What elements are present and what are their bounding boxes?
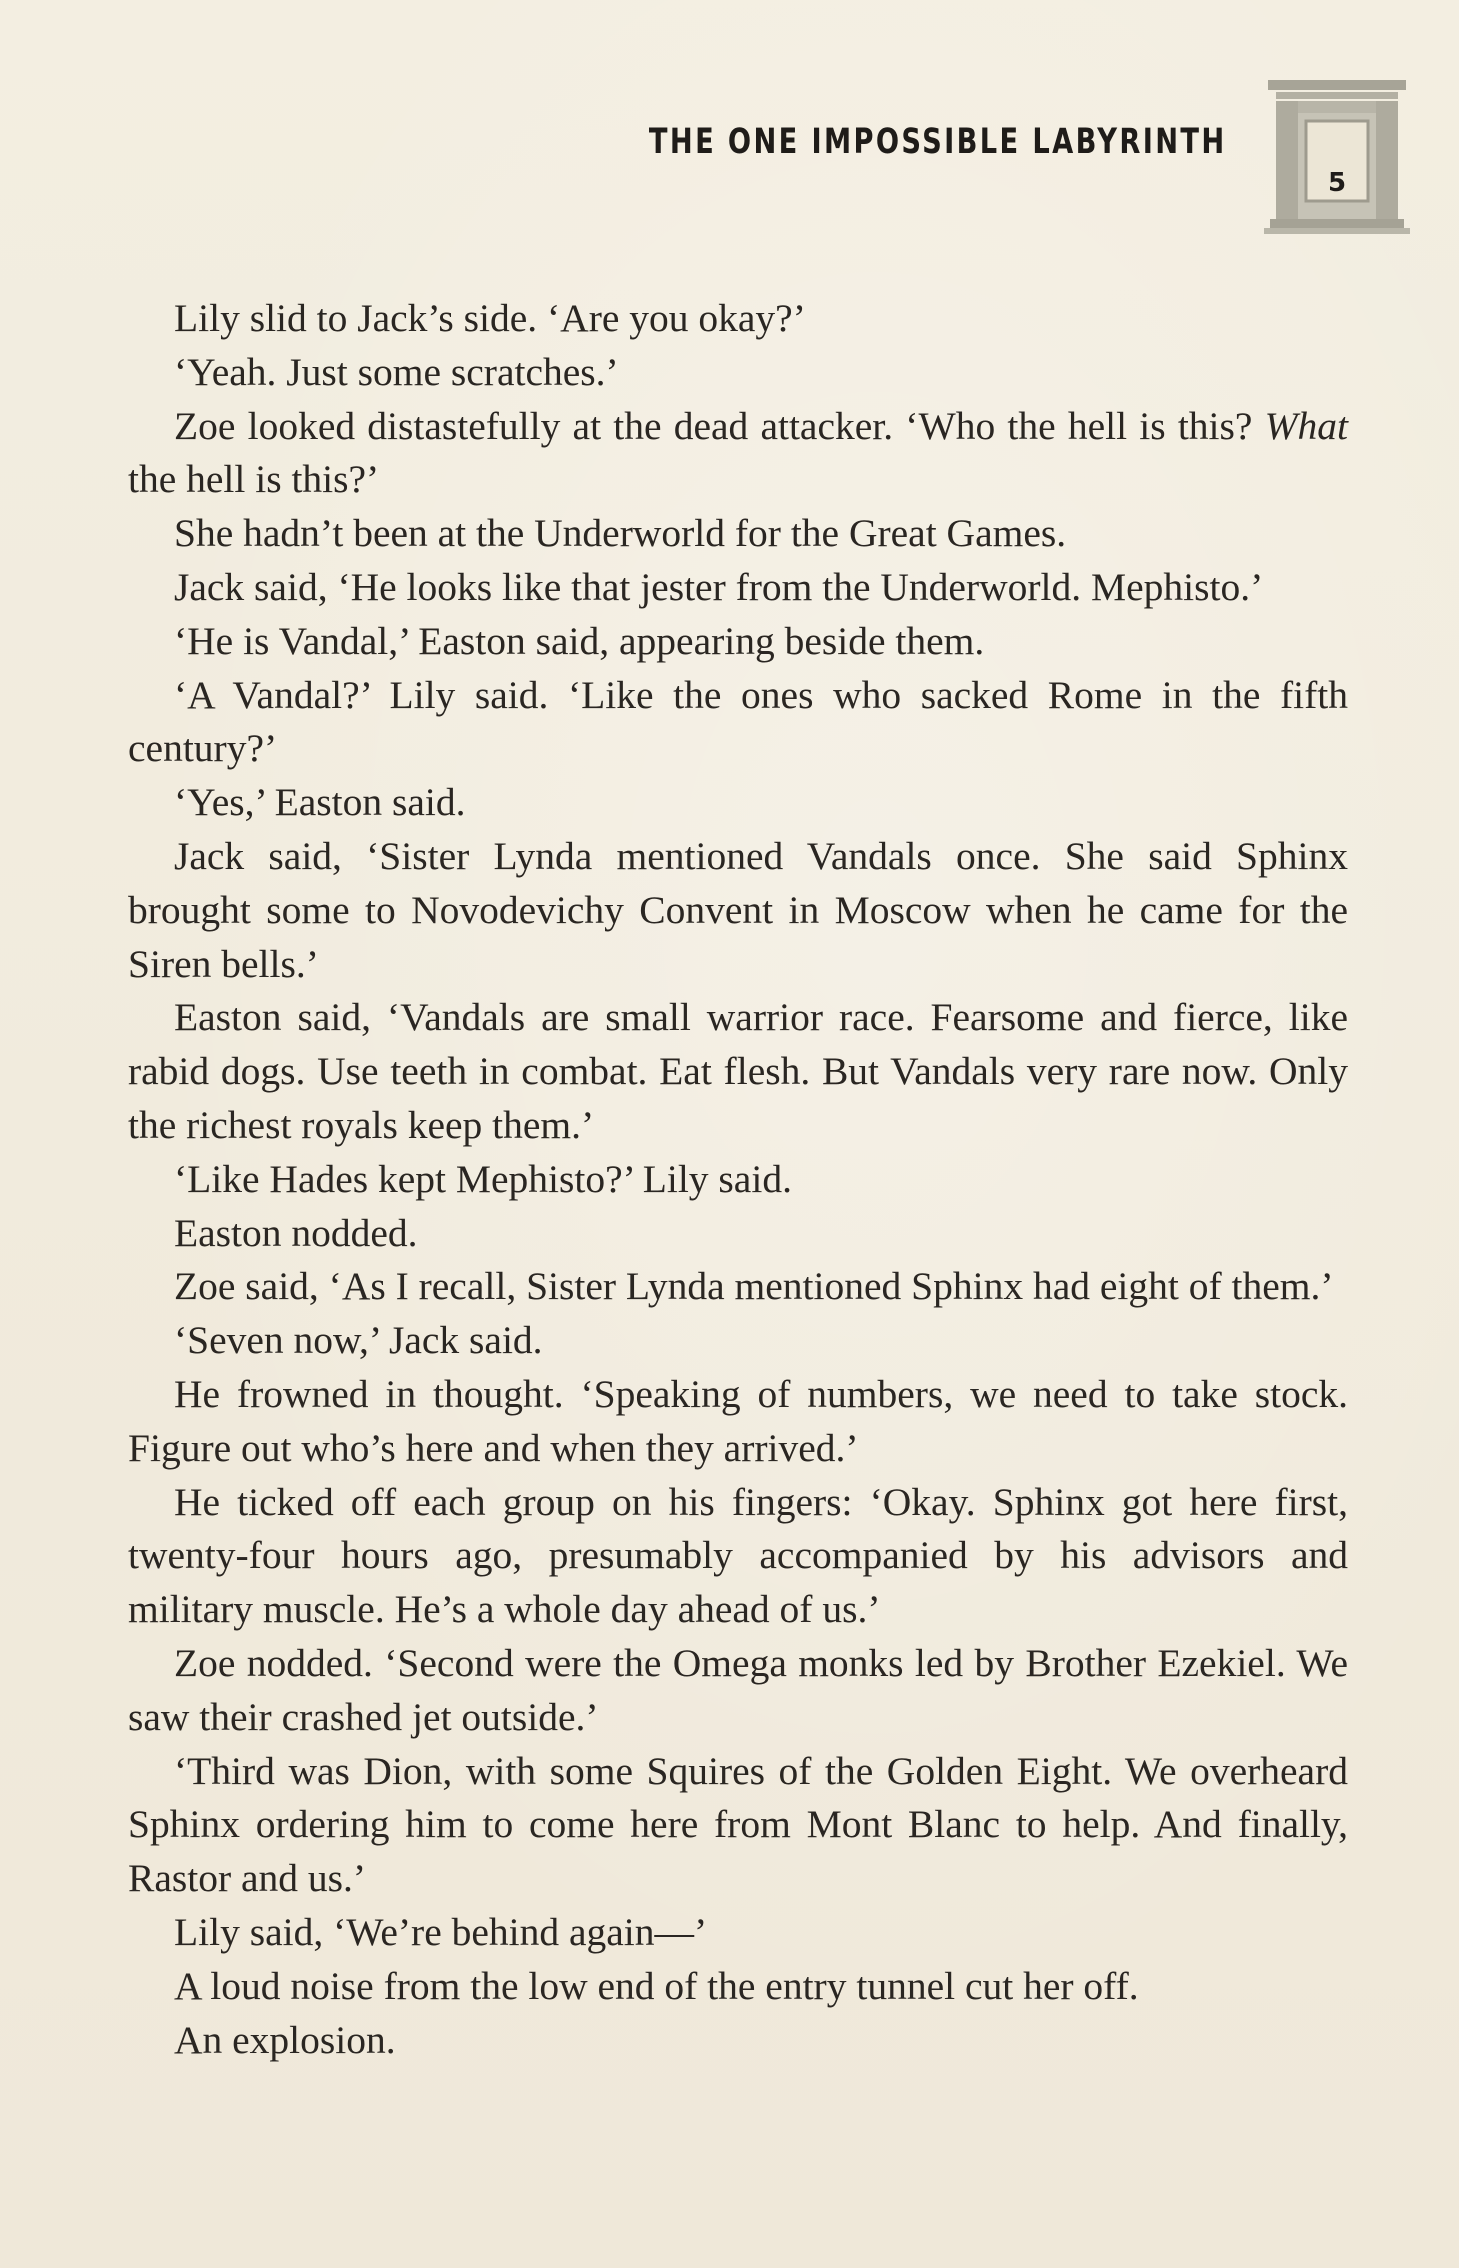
paragraph: ‘He is Vandal,’ Easton said, appearing beside them. bbox=[174, 618, 985, 663]
paragraph: ‘Yes,’ Easton said. bbox=[174, 780, 466, 825]
temple-doorway-icon bbox=[1262, 70, 1412, 235]
paragraph: She hadn’t been at the Underworld for the Great Games. bbox=[174, 511, 1067, 556]
body-text bbox=[128, 292, 1348, 2067]
paragraph: He ticked off each group on his fingers: ‘Okay. Sphinx got here first, twenty-four hours ago, presumably accompanied by his advisors and military muscle. He’s a whole day ahead of us.’ bbox=[128, 1479, 1348, 1632]
paragraph: Zoe nodded. ‘Second were the Omega monks led by Brother Ezekiel. We saw their crashed jet outside.’ bbox=[128, 1640, 1348, 1739]
paragraph: Lily slid to Jack’s side. ‘Are you okay?’ bbox=[174, 296, 806, 340]
paragraph: A loud noise from the low end of the entry tunnel cut her off. bbox=[174, 1963, 1139, 2008]
page-number: 5 bbox=[1327, 168, 1347, 198]
paragraph: An explosion. bbox=[174, 2017, 396, 2062]
paragraph: Lily said, ‘We’re behind again—’ bbox=[174, 1909, 708, 1954]
running-title: THE ONE IMPOSSIBLE LABYRINTH bbox=[649, 122, 1227, 162]
paragraph: ‘A Vandal?’ Lily said. ‘Like the ones who sacked Rome in the fifth century?’ bbox=[128, 672, 1348, 771]
paragraph: ‘Seven now,’ Jack said. bbox=[174, 1318, 543, 1363]
paragraph: Jack said, ‘Sister Lynda mentioned Vandals once. She said Sphinx brought some to Novodevichy Convent in Moscow when he came for the Siren bells.’ bbox=[128, 833, 1348, 986]
paragraph: Easton nodded. bbox=[174, 1210, 418, 1255]
paragraph: Easton said, ‘Vandals are small warrior race. Fearsome and fierce, like rabid dogs. Use teeth in combat. Eat flesh. But Vandals very rare now. Only the richest royals keep them.’ bbox=[128, 995, 1348, 1147]
paragraph: Zoe looked distastefully at the dead attacker. ‘Who the hell is this? What the hell is this?’ bbox=[128, 403, 1348, 502]
paragraph: He frowned in thought. ‘Speaking of numbers, we need to take stock. Figure out who’s here and when they arrived.’ bbox=[128, 1371, 1348, 1470]
italic-emphasis: What bbox=[1264, 403, 1348, 448]
running-header bbox=[0, 118, 1459, 198]
paragraph: ‘Third was Dion, with some Squires of the Golden Eight. We overheard Sphinx ordering him to come here from Mont Blanc to help. And finally, Rastor and us.’ bbox=[128, 1748, 1348, 1901]
paragraph: ‘Like Hades kept Mephisto?’ Lily said. bbox=[174, 1156, 792, 1201]
paragraph: ‘Yeah. Just some scratches.’ bbox=[174, 349, 619, 394]
paragraph: Zoe said, ‘As I recall, Sister Lynda mentioned Sphinx had eight of them.’ bbox=[174, 1264, 1334, 1309]
paragraph: Jack said, ‘He looks like that jester from the Underworld. Mephisto.’ bbox=[174, 564, 1264, 609]
